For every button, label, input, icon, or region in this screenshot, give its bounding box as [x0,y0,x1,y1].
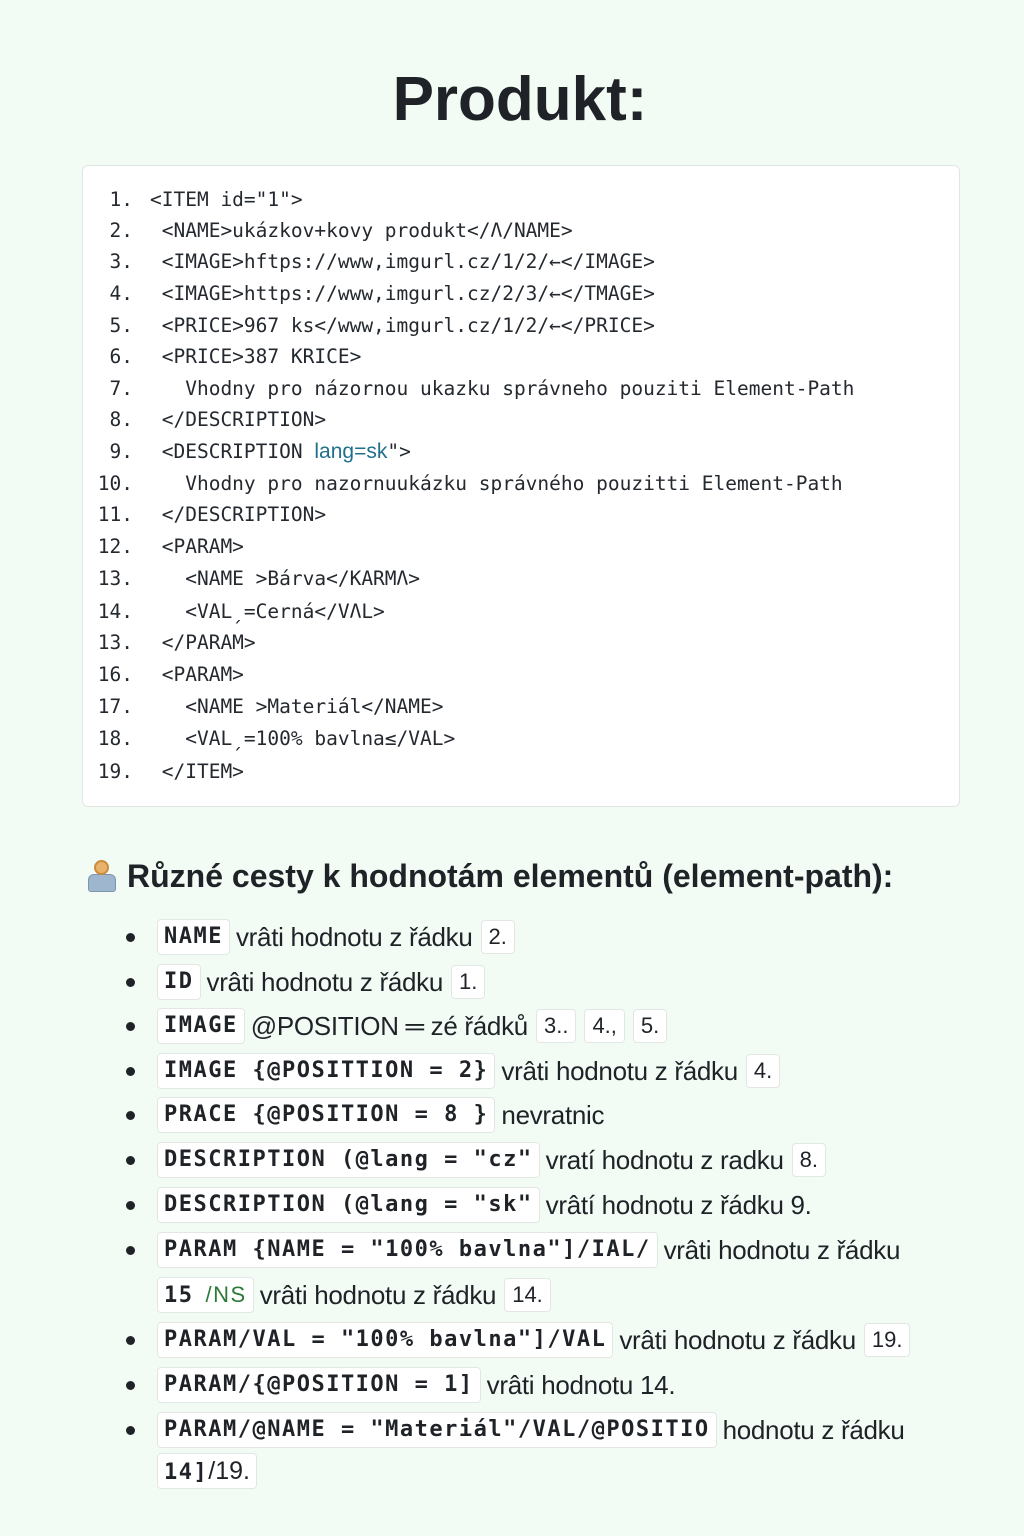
line-number: 13. [97,631,133,654]
list-item [122,1409,909,1451]
line-number: 4. [109,282,133,305]
code-text: Vhodny pro názornou ukazku správneho pouziti Element-Path [150,377,855,400]
inline-code: DESCRIPTION (@lang = "sk" [157,1187,540,1223]
inline-code: NAME [157,919,230,955]
list-item [122,1184,816,1226]
inline-code: IMAGE {@POSITTION = 2} [157,1053,495,1089]
bullet-dot [126,1022,135,1031]
code-text: Vhodny pro nazornuukázku správného pouzitti Element-Path [150,472,843,495]
code-line [83,499,326,531]
line-ref: 8. [792,1143,826,1177]
code-line [83,596,385,628]
line-ref: 2. [481,920,515,954]
bullet-dot [126,1381,135,1390]
list-item [122,1319,914,1361]
item-text: vrâti hodnotu z řádku [259,1280,497,1310]
code-line [83,691,444,723]
bullet-dot [126,1426,135,1435]
inline-code: IMAGE [157,1008,245,1044]
bullet-dot [126,1336,135,1345]
code-line [83,627,256,659]
bullet-dot [126,1246,135,1255]
inline-code [157,1453,257,1489]
line-number: 1. [109,188,133,211]
line-number: 17. [97,695,133,718]
code-text: "> [387,440,411,463]
inline-code: PARAM/{@POSITION = 1] [157,1367,481,1403]
item-text: vratí hodnotu z radku [545,1145,784,1175]
list-item [122,961,489,1003]
line-ref: 5. [633,1009,667,1043]
code-line [83,246,655,278]
line-number: 16. [97,663,133,686]
code-text: </DESCRIPTION> [150,503,327,526]
inline-code: PARAM {NAME = "100% bavlna"]/IAL/ [157,1232,658,1268]
code-text: <NAME >Bárva</KARMΛ> [150,567,421,590]
code-line [83,468,843,500]
list-item [122,1050,784,1092]
code-text: <NAME >Materiál</NAME> [150,695,444,718]
bullet-dot [126,1111,135,1120]
item-text: hodnotu z řádku [722,1415,905,1445]
item-text: vrâti hodnotu z řádku [501,1056,738,1086]
line-ref: 19. [864,1323,911,1357]
line-number: 13. [97,567,133,590]
code-line [83,723,455,755]
code-line [83,531,244,563]
code-attribute: lang=sk [314,440,388,463]
code-suffix: /19. [208,1457,250,1485]
line-number: 12. [97,535,133,558]
bullet-dot [126,1067,135,1076]
line-ref: 4., [584,1009,624,1043]
inline-code: PARAM/@NAME = "Materiál"/VAL/@POSITIO [157,1412,717,1448]
code-text: 15 [164,1283,194,1308]
list-item [122,1139,830,1181]
code-line [83,310,655,342]
page-title: Produkt: [392,65,648,134]
line-number: 19. [97,760,133,783]
code-text: 14] [164,1460,209,1485]
line-number: 9. [109,440,133,463]
list-item [122,1450,263,1492]
item-text: @POSITION ═ zé řádků [250,1011,528,1041]
line-ref: 3.. [536,1009,576,1043]
code-line [83,373,854,405]
list-item [122,1229,904,1271]
code-namespace: /NS [205,1282,247,1307]
section-title-text: Různé cesty k hodnotám elementů (element-path): [127,858,894,894]
code-line [83,436,411,468]
item-text: vrâti hodnotu z řádku [206,967,444,997]
bullet-dot [126,978,135,987]
line-ref: 4. [746,1054,780,1088]
inline-code: DESCRIPTION (@lang = "cz" [157,1142,540,1178]
item-text: vrâti hodnotu z řádku [235,922,473,952]
code-line [83,184,303,216]
list-item [122,1364,679,1406]
code-line [83,404,326,436]
code-text: <DESCRIPTION [150,440,315,463]
list-item [122,1005,671,1047]
line-ref: 14. [504,1278,551,1312]
item-text: vrâti hodnotu z řádku [619,1325,856,1355]
code-text: <ITEM id="1"> [150,188,303,211]
code-text: <PRICE>967 ks</www,imgurl.cz/1/2/←</PRICE> [150,314,655,337]
line-ref: 1. [451,965,485,999]
line-number: 3. [109,250,133,273]
code-line [83,659,244,691]
bullet-dot [126,1156,135,1165]
inline-code: ID [157,964,201,1000]
code-line [83,341,361,373]
list-item [122,1274,555,1316]
line-number: 2. [109,219,133,242]
code-text: <VALˏ=Cerná</VΛL> [150,600,385,623]
bullet-dot [126,1201,135,1210]
line-number: 7. [109,377,133,400]
code-text: <PARAM> [150,663,244,686]
code-line [83,215,573,247]
item-text: vrâti hodnotu z řádku [663,1235,901,1265]
line-number: 6. [109,345,133,368]
line-number: 14. [97,600,133,623]
list-item [122,916,519,958]
code-line [83,278,655,310]
inline-code [157,1277,254,1313]
code-line [83,563,420,595]
line-number: 10. [97,472,133,495]
person-icon [86,858,118,894]
line-number: 18. [97,727,133,750]
section-heading [86,852,893,900]
line-number: 11. [97,503,133,526]
bullet-dot [126,933,135,942]
code-text: <IMAGE>https://www,imgurl.cz/2/3/←</TMAGE> [150,282,655,305]
code-text: </PARAM> [150,631,256,654]
item-text: vrâti hodnotu 14. [486,1370,676,1400]
code-block [82,165,960,807]
line-number: 5. [109,314,133,337]
inline-code: PARAM/VAL = "100% bavlna"]/VAL [157,1322,613,1358]
code-text: <PRICE>387 KRICE> [150,345,362,368]
code-text: </DESCRIPTION> [150,408,327,431]
code-line [83,756,244,788]
inline-code: PRACE {@POSITION = 8 } [157,1097,495,1133]
code-text: </ITEM> [150,760,244,783]
list-item [122,1094,608,1136]
code-text: <IMAGE>hftps://www,imgurl.cz/1/2/←</IMAGE> [150,250,655,273]
code-text: <VALˏ=100% bavlna≤/VAL> [150,727,456,750]
item-text: nevratnic [501,1100,605,1130]
line-number: 8. [109,408,133,431]
code-text: <PARAM> [150,535,244,558]
code-text: <NAME>ukázkov+kovy produkt</Λ/NAME> [150,219,573,242]
item-text: vrâtí hodnotu z řádku 9. [545,1190,812,1220]
